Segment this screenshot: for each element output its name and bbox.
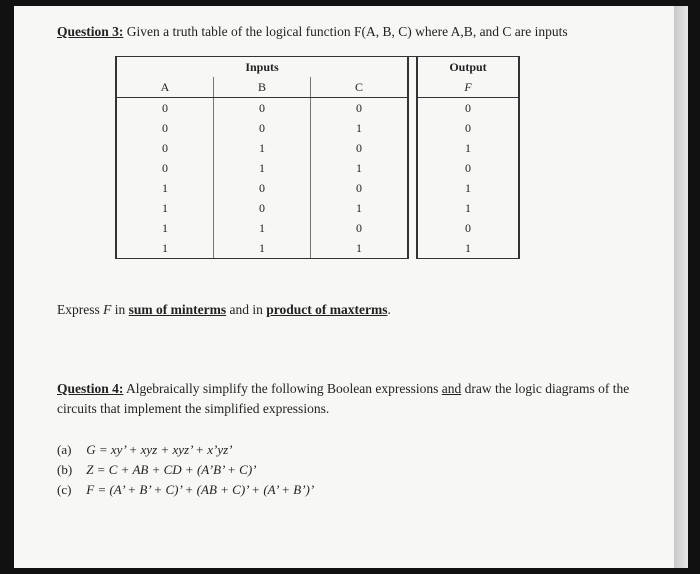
col-header-a: A: [116, 77, 214, 98]
cell-f: 1: [417, 178, 519, 198]
cell-a: 1: [116, 238, 214, 259]
question-3: [57, 22, 657, 42]
express-and: and in: [229, 302, 263, 317]
question-4: [57, 379, 637, 419]
cell-a: 1: [116, 178, 214, 198]
cell-f: 1: [417, 198, 519, 218]
col-header-b: B: [214, 77, 311, 98]
question-3-label: Question 3:: [57, 24, 124, 39]
cell-c: 0: [311, 218, 409, 238]
col-header-c: C: [311, 77, 409, 98]
column-gap: [408, 57, 417, 259]
cell-b: 0: [214, 178, 311, 198]
cell-a: 0: [116, 118, 214, 138]
item-label: (a): [57, 442, 72, 457]
question-4-text2: draw the logic diagrams of the circuits that implement the simplified expressions.: [57, 381, 630, 416]
cell-a: 0: [116, 158, 214, 178]
cell-b: 1: [214, 238, 311, 259]
output-header: Output: [417, 57, 519, 78]
cell-b: 1: [214, 138, 311, 158]
express-instruction: [57, 300, 391, 320]
list-item: [57, 460, 314, 480]
table-row: [116, 198, 519, 218]
cell-c: 1: [311, 198, 409, 218]
express-in: in: [114, 302, 126, 317]
cell-f: 1: [417, 238, 519, 259]
question-3-text: Given a truth table of the logical function F(A, B, C) where A,B, and C are inputs: [126, 24, 568, 39]
cell-c: 1: [311, 238, 409, 259]
cell-c: 0: [311, 138, 409, 158]
truth-table-group-header: [116, 57, 519, 78]
express-f: F: [103, 302, 112, 317]
table-row: [116, 138, 519, 158]
table-row: [116, 238, 519, 259]
cell-f: 1: [417, 138, 519, 158]
list-item: [57, 440, 314, 460]
expression-list: [57, 440, 314, 500]
cell-b: 1: [214, 158, 311, 178]
cell-f: 0: [417, 218, 519, 238]
cell-b: 0: [214, 198, 311, 218]
table-row: [116, 158, 519, 178]
table-row: [116, 218, 519, 238]
item-label: (c): [57, 482, 72, 497]
truth-table-column-header: [116, 77, 519, 98]
list-item: [57, 480, 314, 500]
item-expression: F = (A’ + B’ + C)’ + (AB + C)’ + (A’ + B’)’: [86, 482, 315, 497]
cell-b: 1: [214, 218, 311, 238]
item-label: (b): [57, 462, 73, 477]
table-row: [116, 118, 519, 138]
inputs-header: Inputs: [116, 57, 408, 78]
cell-a: 0: [116, 98, 214, 119]
cell-c: 0: [311, 98, 409, 119]
express-pre: Express: [57, 302, 100, 317]
cell-c: 1: [311, 118, 409, 138]
cell-a: 1: [116, 218, 214, 238]
cell-a: 1: [116, 198, 214, 218]
cell-c: 1: [311, 158, 409, 178]
truth-table: [115, 56, 520, 259]
product-of-maxterms: product of maxterms: [266, 302, 388, 317]
cell-f: 0: [417, 98, 519, 119]
express-end: .: [387, 302, 391, 317]
table-row: [116, 98, 519, 119]
sum-of-minterms: sum of minterms: [128, 302, 227, 317]
item-expression: Z = C + AB + CD + (A’B’ + C)’: [86, 462, 257, 477]
question-4-and: and: [441, 381, 462, 396]
cell-f: 0: [417, 158, 519, 178]
question-4-label: Question 4:: [57, 381, 124, 396]
cell-a: 0: [116, 138, 214, 158]
col-header-f: F: [417, 77, 519, 98]
cell-b: 0: [214, 118, 311, 138]
page-edge-shadow: [674, 6, 688, 568]
cell-c: 0: [311, 178, 409, 198]
item-expression: G = xy’ + xyz + xyz’ + x’yz’: [86, 442, 233, 457]
cell-b: 0: [214, 98, 311, 119]
table-row: [116, 178, 519, 198]
cell-f: 0: [417, 118, 519, 138]
question-4-text1: Algebraically simplify the following Boolean expressions: [126, 381, 439, 396]
